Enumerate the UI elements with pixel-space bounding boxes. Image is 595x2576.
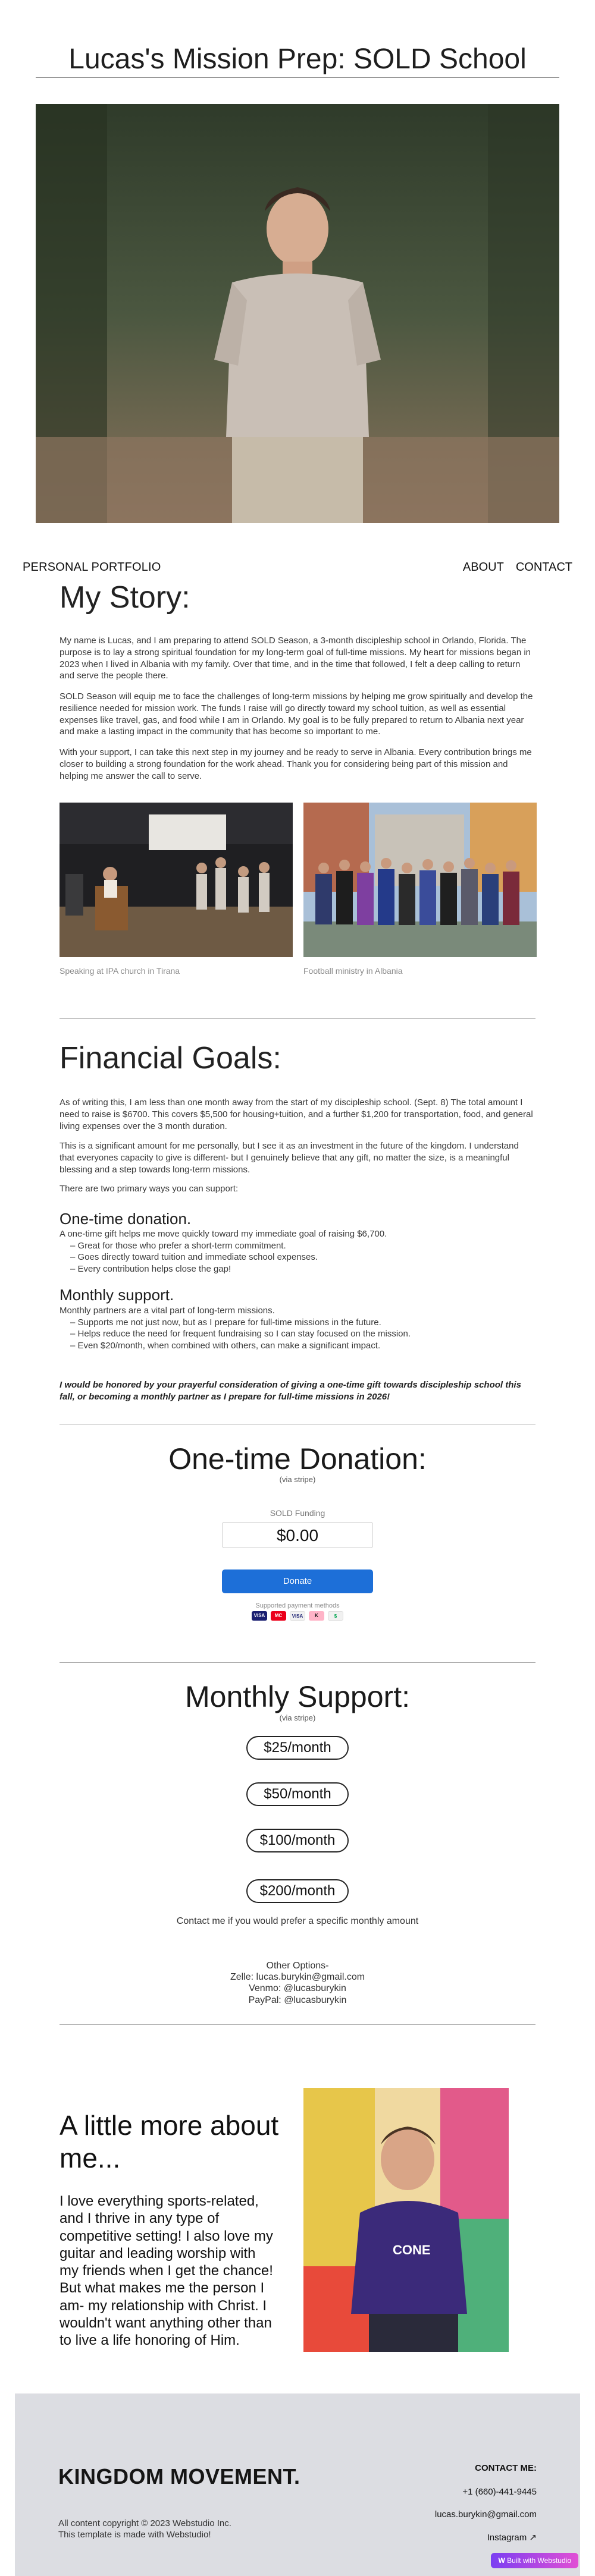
story-paragraph-3: With your support, I can take this next step in my journey and be ready to serve in Albania. Every contribution brings me closer to building a strong foundation for the work ahead. Thank you for considering being part of this mission and helping me answer the call to serve. — [60, 747, 532, 781]
paypal-option[interactable]: PayPal: @lucasburykin — [248, 1995, 347, 2005]
venmo-option[interactable]: Venmo: @lucasburykin — [249, 1983, 346, 1994]
klarna-icon: K — [309, 1611, 324, 1621]
donation-heading: One-time Donation: — [168, 1442, 427, 1476]
church-photo — [60, 803, 293, 957]
photo-caption-church: Speaking at IPA church in Tirana — [60, 966, 180, 976]
hero-photo — [36, 104, 559, 523]
monthly-point: – Even $20/month, when combined with others, can make a significant impact. — [70, 1340, 381, 1351]
story-paragraph-2: SOLD Season will equip me to face the challenges of long-term missions by helping me grow spiritually and develop the resilience needed for mission work. The funds I raise will go directly toward my school tuition, as well as essential expenses like travel, gas, and food while I am in Orlando. My goal is to be fully prepared to return to Albania next year and make a lasting impact in the community that has become so important to me. — [60, 691, 533, 737]
title-divider — [36, 77, 559, 78]
contact-note: Contact me if you would prefer a specific monthly amount — [176, 1916, 419, 1926]
built-with-label: Built with Webstudio — [507, 2556, 571, 2565]
one-time-heading: One-time donation. — [60, 1210, 192, 1228]
section-divider — [60, 1018, 536, 1019]
about-heading: A little more about me... — [60, 2110, 279, 2174]
tier-200-button[interactable]: $200/month — [246, 1879, 349, 1903]
financial-paragraph-3: There are two primary ways you can support: — [60, 1184, 239, 1194]
one-time-point: – Every contribution helps close the gap! — [70, 1263, 231, 1274]
fund-label: SOLD Funding — [270, 1508, 325, 1518]
footer-copyright — [58, 2518, 231, 2541]
tier-25-button[interactable]: $25/month — [246, 1736, 349, 1760]
visa-icon: VISA — [290, 1611, 305, 1621]
visa-icon: VISA — [252, 1611, 267, 1621]
footer-phone[interactable]: +1 (660)-441-9445 — [462, 2487, 537, 2497]
one-time-point: – Goes directly toward tuition and immediate school expenses. — [70, 1252, 318, 1262]
photo-caption-football: Football ministry in Albania — [303, 966, 403, 976]
monthly-point: – Helps reduce the need for frequent fundraising so I can stay focused on the mission. — [70, 1329, 411, 1339]
section-divider — [60, 1662, 536, 1663]
tier-50-button[interactable]: $50/month — [246, 1782, 349, 1806]
one-time-intro: A one-time gift helps me move quickly toward my immediate goal of raising $6,700. — [60, 1229, 387, 1239]
built-with-badge[interactable] — [491, 2553, 578, 2568]
footer-contact-label: CONTACT ME: — [475, 2463, 537, 2473]
football-photo — [303, 803, 537, 957]
monthly-support-heading: Monthly Support: — [185, 1680, 410, 1713]
section-divider — [60, 2024, 536, 2025]
copyright-text: All content copyright © 2023 Webstudio Inc. — [58, 2518, 231, 2528]
payment-methods-label: Supported payment methods — [255, 1602, 340, 1609]
amount-input[interactable]: $0.00 — [222, 1522, 373, 1548]
cashapp-icon: $ — [328, 1611, 343, 1621]
financial-heading: Financial Goals: — [60, 1041, 281, 1075]
made-with-text: This template is made with Webstudio! — [58, 2529, 211, 2540]
footer-instagram-link[interactable]: Instagram ↗ — [487, 2533, 537, 2543]
zelle-option[interactable]: Zelle: lucas.burykin@gmail.com — [230, 1972, 365, 1983]
story-heading: My Story: — [60, 580, 190, 615]
page-title: Lucas's Mission Prep: SOLD School — [68, 43, 527, 75]
monthly-via: (via stripe) — [279, 1713, 316, 1722]
footer-brand[interactable]: KINGDOM MOVEMENT. — [58, 2464, 300, 2489]
monthly-heading: Monthly support. — [60, 1286, 174, 1304]
about-photo — [303, 2088, 509, 2352]
about-body: I love everything sports-related, and I thrive in any type of competitive setting! I also love my guitar and leading worship with my friends when I get the chance! But what makes me the person I am- my relationship with Christ. I wouldn't want anything other than to live a life honoring of Him. — [60, 2193, 273, 2349]
financial-paragraph-1: As of writing this, I am less than one month away from the start of my discipleship school. (Sept. 8) The total amount I need to raise is $6700. This covers $5,500 for housing+tuition, and a further $1,200 for transportation, food, and general living expenses over the 3 month duration. — [60, 1097, 533, 1131]
one-time-list — [60, 1228, 536, 1275]
other-options-list — [0, 1960, 595, 2006]
mastercard-icon: MC — [271, 1611, 286, 1621]
webstudio-icon: W — [498, 2556, 505, 2565]
nav-link-about[interactable]: ABOUT — [462, 561, 504, 574]
monthly-list — [60, 1305, 536, 1351]
financial-paragraph-2: This is a significant amount for me personally, but I see it as an investment in the future of the kingdom. I understand that everyones capacity to give is different- but I genuinely believe that any gift, no matter the size, is a meaningful blessing and a step towards long-term missions. — [60, 1141, 519, 1175]
footer-email[interactable]: lucas.burykin@gmail.com — [434, 2509, 537, 2520]
nav-link-contact[interactable]: CONTACT — [515, 561, 572, 574]
other-options-label: Other Options- — [266, 1961, 329, 1971]
monthly-point: – Supports me not just now, but as I prepare for full-time missions in the future. — [70, 1317, 381, 1328]
donate-button[interactable]: Donate — [222, 1569, 373, 1593]
financial-closing: I would be honored by your prayerful consideration of giving a one-time gift towards discipleship school this fall, or becoming a monthly partner as I prepare for full-time missions in 2026! — [60, 1380, 521, 1402]
svg-text:CONE: CONE — [393, 2242, 431, 2257]
donation-via: (via stripe) — [279, 1475, 316, 1484]
one-time-point: – Great for those who prefer a short-term commitment. — [70, 1240, 286, 1251]
payment-icons — [0, 1611, 595, 1621]
brand-link[interactable]: PERSONAL PORTFOLIO — [23, 561, 161, 574]
nav-links — [463, 561, 572, 574]
monthly-intro: Monthly partners are a vital part of long-term missions. — [60, 1306, 275, 1316]
tier-100-button[interactable]: $100/month — [246, 1829, 349, 1852]
story-paragraph-1: My name is Lucas, and I am preparing to attend SOLD Season, a 3-month discipleship school in Orlando, Florida. The purpose is to lay a strong spiritual foundation for my long-term goal of full-time missions. My heart for missions began in 2023 when I lived in Albania with my family. Over that time, and in the time that followed, I felt a deep calling to return and serve the people there. — [60, 636, 531, 681]
